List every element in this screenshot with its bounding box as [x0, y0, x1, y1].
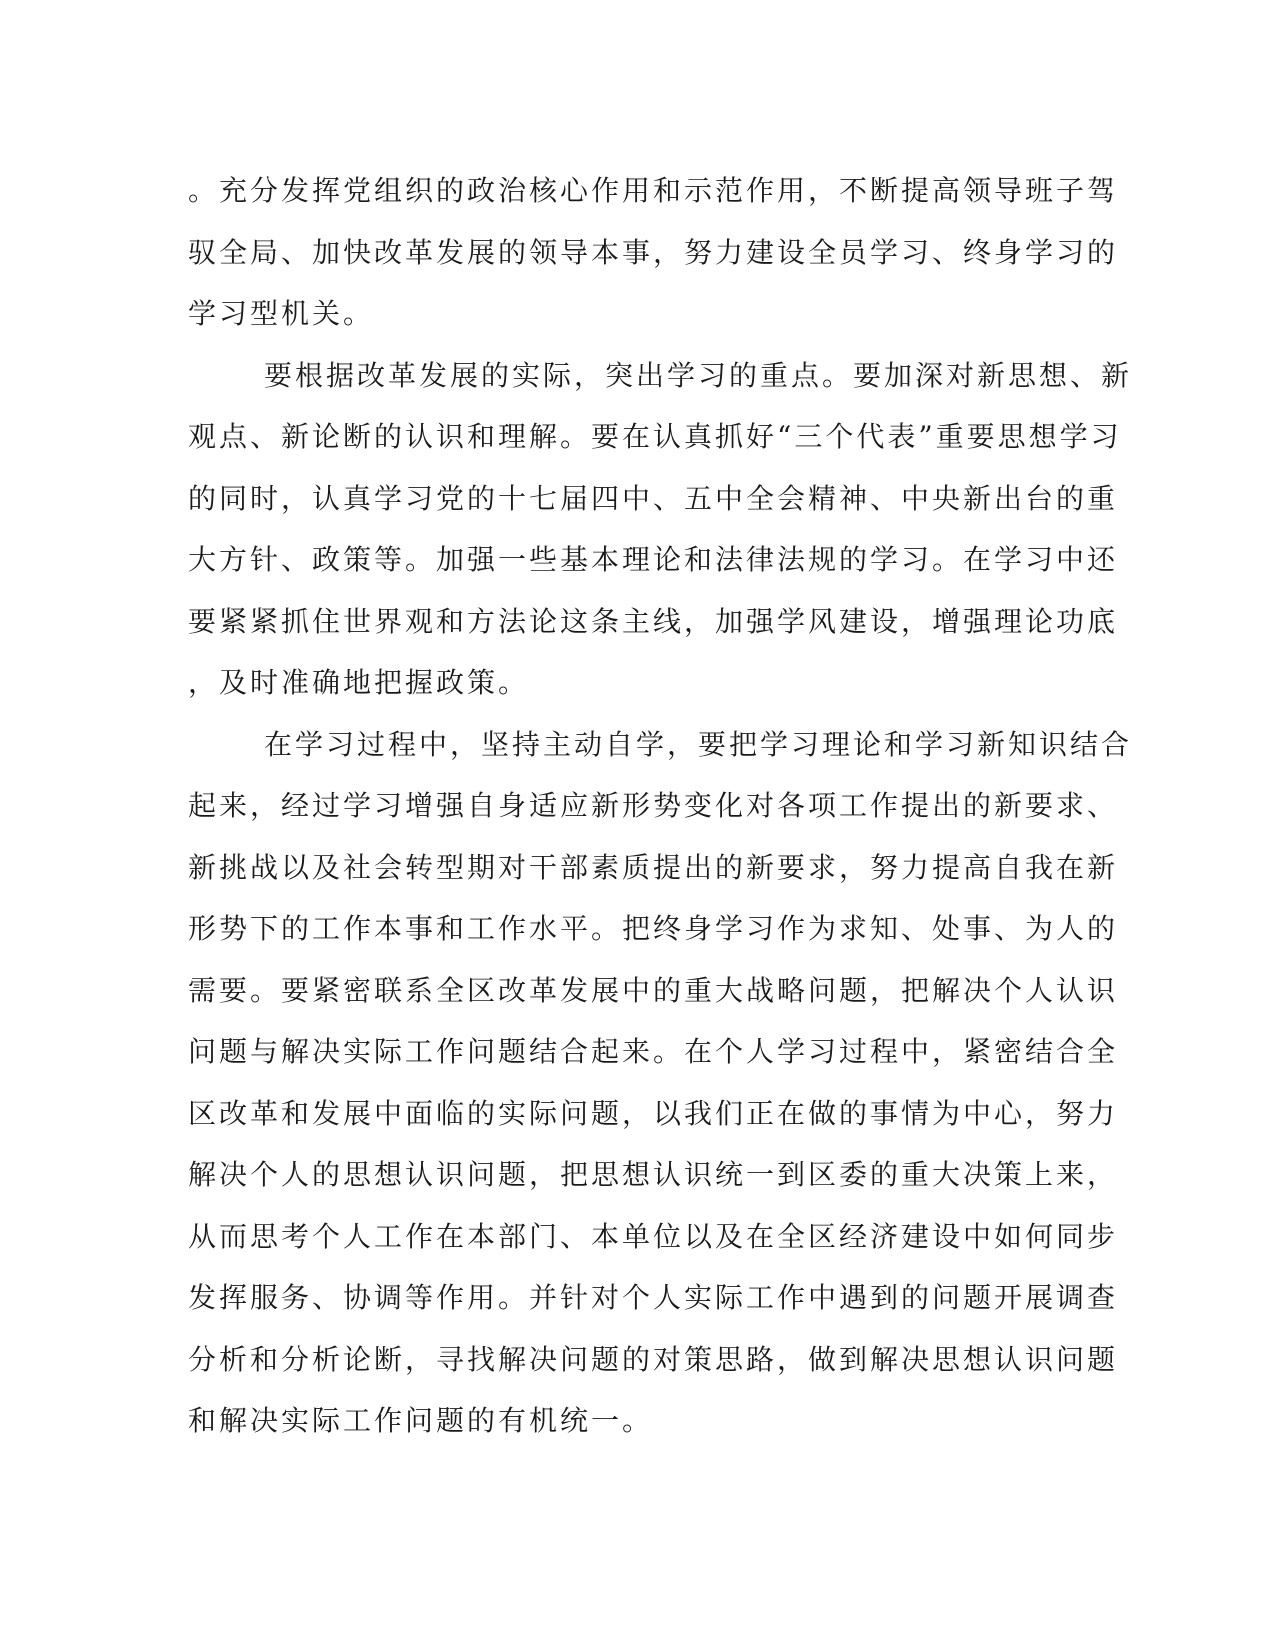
document-body [188, 160, 1133, 1452]
text-line: 起来，经过学习增强自身适应新形势变化对各项工作提出的新要求、 [188, 789, 1119, 822]
paragraph-first-line: 要根据改革发展的实际，突出学习的重点。要加深对新思想、新 [264, 358, 1133, 392]
text-line: 驭全局、加快改革发展的领导本事，努力建设全员学习、终身学习的 [188, 235, 1119, 269]
text-line: 发挥服务、协调等作用。并针对个人实际工作中遇到的问题开展调查 [188, 1281, 1119, 1314]
text-line: 分析和分析论断，寻找解决问题的对策思路，做到解决思想认识问题 [188, 1342, 1119, 1376]
text-line: 需要。要紧密联系全区改革发展中的重大战略问题，把解决个人认识 [188, 973, 1119, 1007]
text-line: 大方针、政策等。加强一些基本理论和法律法规的学习。在学习中还 [188, 543, 1119, 576]
text-line: 要紧紧抓住世界观和方法论这条主线，加强学风建设，增强理论功底 [188, 604, 1119, 638]
text-line: 新挑战以及社会转型期对干部素质提出的新要求，努力提高自我在新 [188, 850, 1119, 884]
text-line: 从而思考个人工作在本部门、本单位以及在全区经济建设中如何同步 [188, 1219, 1119, 1253]
text-line: 问题与解决实际工作问题结合起来。在个人学习过程中，紧密结合全 [188, 1035, 1119, 1068]
text-line: 区改革和发展中面临的实际问题，以我们正在做的事情为中心，努力 [188, 1096, 1119, 1130]
text-line: 观点、新论断的认识和理解。要在认真抓好“三个代表”重要思想学习 [188, 420, 1122, 453]
text-line: 和解决实际工作问题的有机统一。 [188, 1404, 654, 1437]
text-line: 解决个人的思想认识问题，把思想认识统一到区委的重大决策上来， [188, 1158, 1119, 1191]
text-line: 形势下的工作本事和工作水平。把终身学习作为求知、处事、为人的 [188, 912, 1119, 945]
text-line: 的同时，认真学习党的十七届四中、五中全会精神、中央新出台的重 [188, 481, 1119, 515]
text-line: ，及时准确地把握政策。 [188, 666, 530, 699]
text-line: 学习型机关。 [188, 297, 375, 330]
paragraph-first-line: 在学习过程中，坚持主动自学，要把学习理论和学习新知识结合 [264, 727, 1133, 761]
text-line: 。充分发挥党组织的政治核心作用和示范作用，不断提高领导班子驾 [188, 174, 1119, 207]
